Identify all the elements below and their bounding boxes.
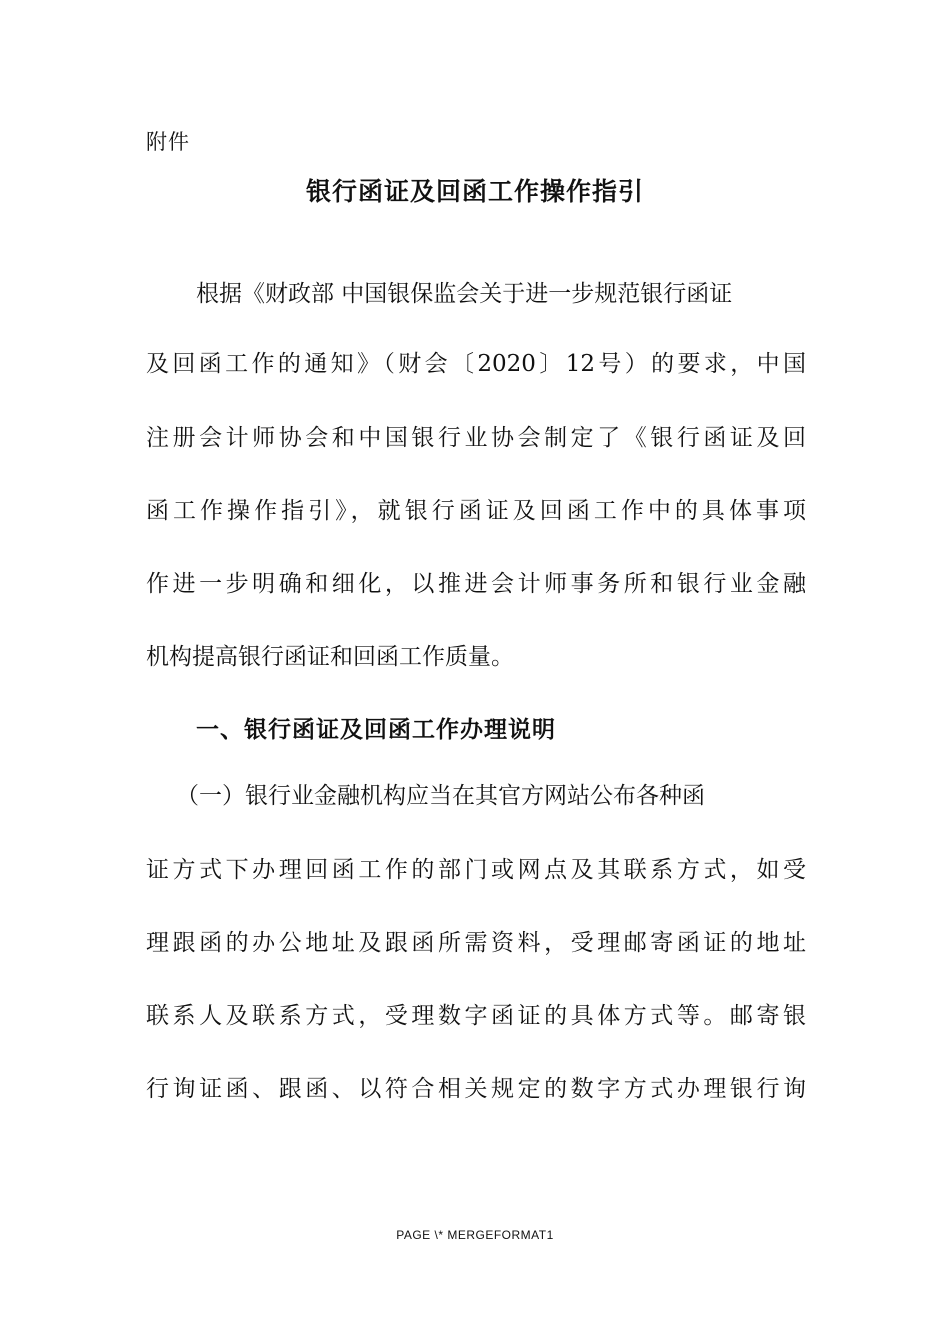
intro-line-3: 注册会计师协会和中国银行业协会制定了《银行函证及回	[146, 425, 806, 451]
intro-line-5: 作进一步明确和细化，以推进会计师事务所和银行业金融	[146, 571, 806, 597]
intro-line-6: 机构提高银行函证和回函工作质量。	[146, 644, 514, 670]
intro-line-2: 及回函工作的通知》（财会〔2020〕12号）的要求，中国	[146, 351, 806, 377]
document-title: 银行函证及回函工作操作指引	[305, 177, 644, 206]
section-heading: 一、银行函证及回函工作办理说明	[196, 717, 556, 743]
section-line-1: （一）银行业金融机构应当在其官方网站公布各种函	[176, 783, 705, 809]
section-line-2: 证方式下办理回函工作的部门或网点及其联系方式，如受	[146, 857, 806, 883]
attachment-label: 附件	[146, 130, 190, 154]
page-footer: PAGE \* MERGEFORMAT1	[396, 1228, 554, 1242]
intro-line-4: 函工作操作指引》，就银行函证及回函工作中的具体事项	[146, 498, 806, 524]
section-line-3: 理跟函的办公地址及跟函所需资料，受理邮寄函证的地址	[146, 930, 806, 956]
section-line-5: 行询证函、跟函、以符合相关规定的数字方式办理银行询	[146, 1076, 806, 1102]
intro-line-1: 根据《财政部 中国银保监会关于进一步规范银行函证	[196, 281, 733, 307]
section-line-4: 联系人及联系方式，受理数字函证的具体方式等。邮寄银	[146, 1003, 806, 1029]
